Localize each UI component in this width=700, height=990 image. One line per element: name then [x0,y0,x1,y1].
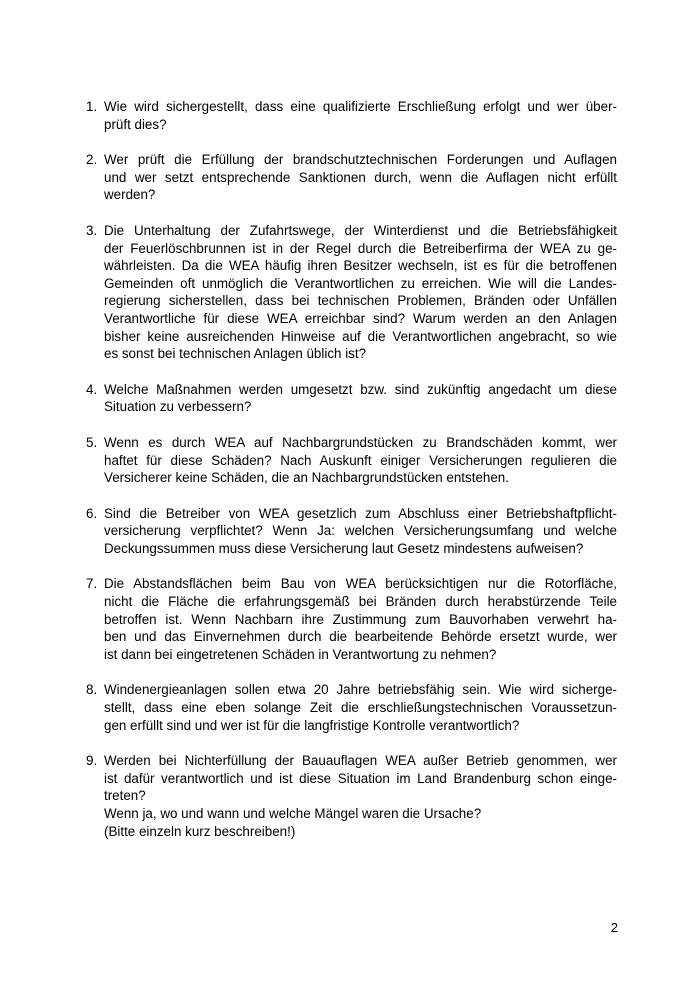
question-item [86,681,617,734]
question-text [104,381,617,416]
question-line: stellt, dass eine eben solange Zeit die erschließungstechnischen Voraussetzun- [104,700,617,716]
question-line: Deckungssummen muss diese Versicherung laut Gesetz mindestens aufweisen? [104,540,584,556]
question-line: Werden bei Nichterfüllung der Bauauflagen WEA außer Betrieb genommen, wer [104,753,617,769]
question-number: 7. [86,576,98,592]
question-line: Gemeinden oft unmöglich die Verantwortlichen zu erreichen. Wie will die Landes- [104,275,617,291]
question-line: ist dann bei eingetretenen Schäden in Verantwortung zu nehmen? [104,646,497,662]
question-line: regierung sicherstellen, dass bei technischen Problemen, Bränden oder Unfällen [104,293,617,309]
question-number: 6. [86,505,98,521]
question-number: 8. [86,682,98,698]
question-text [104,151,617,204]
question-number: 9. [86,753,98,769]
question-line: Wer prüft die Erfüllung der brandschutztechnischen Forderungen und Auflagen [104,152,617,168]
question-line: gen erfüllt sind und wer ist für die langfristige Kontrolle verantwortlich? [104,717,520,733]
question-line: haftet für diese Schäden? Nach Auskunft einiger Versicherungen regulieren die [104,452,617,468]
question-line: Welche Maßnahmen werden umgesetzt bzw. sind zukünftig angedacht um diese [104,381,617,397]
question-line: Wenn es durch WEA auf Nachbargrundstücken zu Brandschäden kommt, wer [104,434,617,450]
question-line: versicherung verpflichtet? Wenn Ja: welchen Versicherungsumfang und welche [104,523,617,539]
question-line: währleisten. Da die WEA häufig ihren Besitzer wechseln, ist es für die betroffenen [104,258,617,274]
question-item [86,752,617,840]
question-line: Verantwortliche für diese WEA erreichbar sind? Warum werden an den Anlagen [104,310,617,326]
question-text [104,434,617,487]
question-item [86,151,617,204]
question-subline: Wenn ja, wo und wann und welche Mängel waren die Ursache? [104,806,482,821]
question-line: treten? [104,788,146,804]
question-line: Die Abstandsflächen beim Bau von WEA berücksichtigen nur die Rotorfläche, [104,576,617,592]
question-line: bisher keine ausreichenden Hinweise auf die Verantwortlichen angebracht, so wie [104,328,617,344]
question-item [86,505,617,558]
question-line: prüft dies? [104,116,167,132]
question-line: werden? [104,187,156,203]
question-line: Sind die Betreiber von WEA gesetzlich zum Abschluss einer Betriebshaftpflicht- [104,505,617,521]
question-line: ben und das Einvernehmen durch die bearbeitende Behörde ersetzt wurde, wer [104,629,617,645]
question-line: Windenergieanlagen sollen etwa 20 Jahre betriebsfähig sein. Wie wird sicherge- [104,682,617,698]
question-number: 5. [86,434,98,450]
question-line: ist dafür verantwortlich und ist diese Situation im Land Brandenburg schon einge- [104,770,617,786]
question-line: es sonst bei technischen Anlagen üblich ist? [104,346,367,362]
question-line: und wer setzt entsprechende Sanktionen durch, wenn die Auflagen nicht erfüllt [104,169,617,185]
question-text [104,575,617,663]
question-line: betroffen ist. Wenn Nachbarn ihre Zustimmung zum Bauvorhaben verwehrt ha- [104,611,617,627]
question-text [104,681,617,734]
question-item [86,381,617,416]
question-text [104,752,617,840]
question-number: 3. [86,222,98,238]
question-text [104,222,617,363]
question-number: 4. [86,381,98,397]
question-item [86,434,617,487]
question-line: Die Unterhaltung der Zufahrtswege, der Winterdienst und die Betriebsfähigkeit [104,222,617,238]
question-line: Wie wird sichergestellt, dass eine qualifizierte Erschließung erfolgt und wer über- [104,99,617,114]
question-text [104,505,617,558]
question-item [86,98,617,133]
question-text [104,98,617,133]
question-number: 1. [86,99,98,114]
question-item [86,222,617,363]
question-line: Versicherer keine Schäden, die an Nachbargrundstücken entstehen. [104,470,509,486]
question-line: nicht die Fläche die erfahrungsgemäß bei Bränden durch herabstürzende Teile [104,594,617,610]
question-number: 2. [86,152,98,168]
question-line: der Feuerlöschbrunnen ist in der Regel durch die Betreiberfirma der WEA zu ge- [104,240,617,256]
question-item [86,575,617,663]
page-number: 2 [610,920,618,935]
question-line: Situation zu verbessern? [104,399,252,415]
question-subline: (Bitte einzeln kurz beschreiben!) [104,823,296,839]
question-list [86,98,617,858]
